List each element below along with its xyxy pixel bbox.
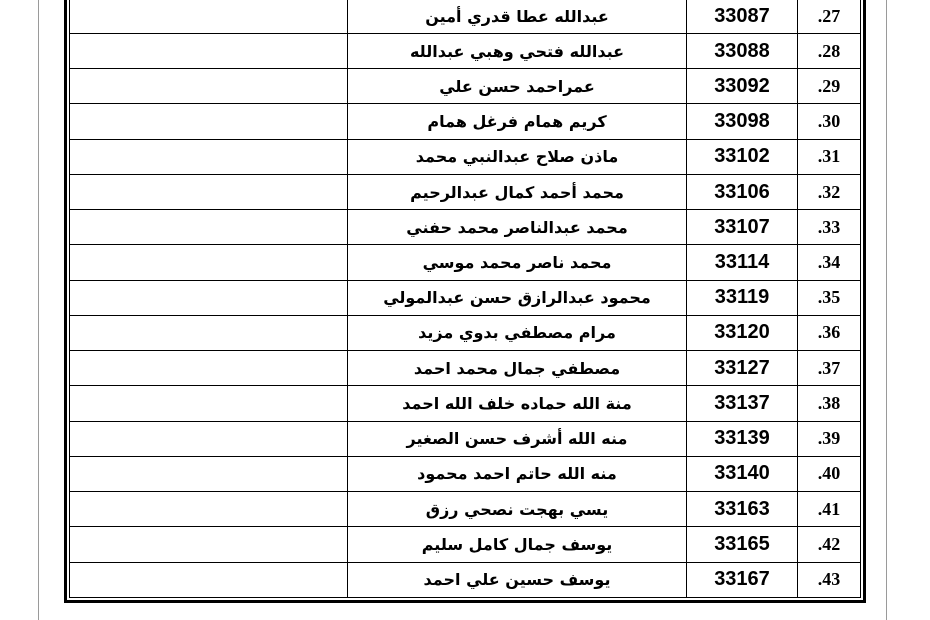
row-name: يوسف حسين علي احمد	[348, 562, 687, 597]
table-row	[70, 0, 861, 34]
row-index: .43	[798, 562, 861, 597]
table-row	[70, 456, 861, 491]
table-row	[70, 315, 861, 350]
row-index: .32	[798, 174, 861, 209]
row-code: 33120	[687, 315, 798, 350]
row-code: 33098	[687, 104, 798, 139]
row-index: .35	[798, 280, 861, 315]
table-row	[70, 245, 861, 280]
row-index: .31	[798, 139, 861, 174]
row-blank-cell	[70, 421, 348, 456]
row-name: محمود عبدالرازق حسن عبدالمولي	[348, 280, 687, 315]
row-index: .27	[798, 0, 861, 34]
row-blank-cell	[70, 69, 348, 104]
row-name: مرام مصطفي بدوي مزيد	[348, 315, 687, 350]
table-row	[70, 527, 861, 562]
row-code: 33167	[687, 562, 798, 597]
page-right-edge	[886, 0, 887, 620]
table-row	[70, 492, 861, 527]
row-index: .40	[798, 456, 861, 491]
row-blank-cell	[70, 0, 348, 34]
row-code: 33092	[687, 69, 798, 104]
table-row	[70, 421, 861, 456]
row-name: عبدالله فتحي وهبي عبدالله	[348, 34, 687, 69]
row-code: 33102	[687, 139, 798, 174]
row-name: منه الله أشرف حسن الصغير	[348, 421, 687, 456]
row-code: 33114	[687, 245, 798, 280]
row-code: 33119	[687, 280, 798, 315]
row-code: 33106	[687, 174, 798, 209]
table-row	[70, 386, 861, 421]
row-name: محمد ناصر محمد موسي	[348, 245, 687, 280]
row-name: منه الله حاتم احمد محمود	[348, 456, 687, 491]
row-index: .29	[798, 69, 861, 104]
row-blank-cell	[70, 280, 348, 315]
row-name: ماذن صلاح عبدالنبي محمد	[348, 139, 687, 174]
row-blank-cell	[70, 315, 348, 350]
row-code: 33163	[687, 492, 798, 527]
table-row	[70, 34, 861, 69]
row-blank-cell	[70, 104, 348, 139]
row-blank-cell	[70, 492, 348, 527]
row-name: مصطفي جمال محمد احمد	[348, 351, 687, 386]
table-row	[70, 174, 861, 209]
roster-table	[69, 0, 861, 598]
row-name: محمد أحمد كمال عبدالرحيم	[348, 174, 687, 209]
row-index: .41	[798, 492, 861, 527]
row-blank-cell	[70, 210, 348, 245]
row-blank-cell	[70, 174, 348, 209]
row-blank-cell	[70, 527, 348, 562]
row-blank-cell	[70, 351, 348, 386]
row-code: 33165	[687, 527, 798, 562]
row-blank-cell	[70, 456, 348, 491]
row-code: 33140	[687, 456, 798, 491]
row-name: كريم همام فرغل همام	[348, 104, 687, 139]
roster-table-frame	[64, 0, 866, 603]
row-code: 33087	[687, 0, 798, 34]
row-index: .33	[798, 210, 861, 245]
table-row	[70, 104, 861, 139]
row-code: 33139	[687, 421, 798, 456]
row-name: عمراحمد حسن علي	[348, 69, 687, 104]
page-left-edge	[38, 0, 39, 620]
row-blank-cell	[70, 245, 348, 280]
table-row	[70, 69, 861, 104]
row-index: .34	[798, 245, 861, 280]
row-name: عبدالله عطا قدري أمين	[348, 0, 687, 34]
row-index: .42	[798, 527, 861, 562]
row-index: .28	[798, 34, 861, 69]
row-name: يوسف جمال كامل سليم	[348, 527, 687, 562]
row-blank-cell	[70, 386, 348, 421]
row-index: .39	[798, 421, 861, 456]
row-name: محمد عبدالناصر محمد حفني	[348, 210, 687, 245]
table-row	[70, 562, 861, 597]
row-code: 33107	[687, 210, 798, 245]
row-index: .30	[798, 104, 861, 139]
table-row	[70, 139, 861, 174]
row-blank-cell	[70, 34, 348, 69]
roster-table-body	[70, 0, 861, 598]
table-row	[70, 210, 861, 245]
table-row	[70, 280, 861, 315]
table-row	[70, 351, 861, 386]
row-index: .38	[798, 386, 861, 421]
row-index: .37	[798, 351, 861, 386]
row-blank-cell	[70, 139, 348, 174]
row-index: .36	[798, 315, 861, 350]
row-name: يسي بهجت نصحي رزق	[348, 492, 687, 527]
row-code: 33127	[687, 351, 798, 386]
row-blank-cell	[70, 562, 348, 597]
row-name: منة الله حماده خلف الله احمد	[348, 386, 687, 421]
row-code: 33088	[687, 34, 798, 69]
row-code: 33137	[687, 386, 798, 421]
